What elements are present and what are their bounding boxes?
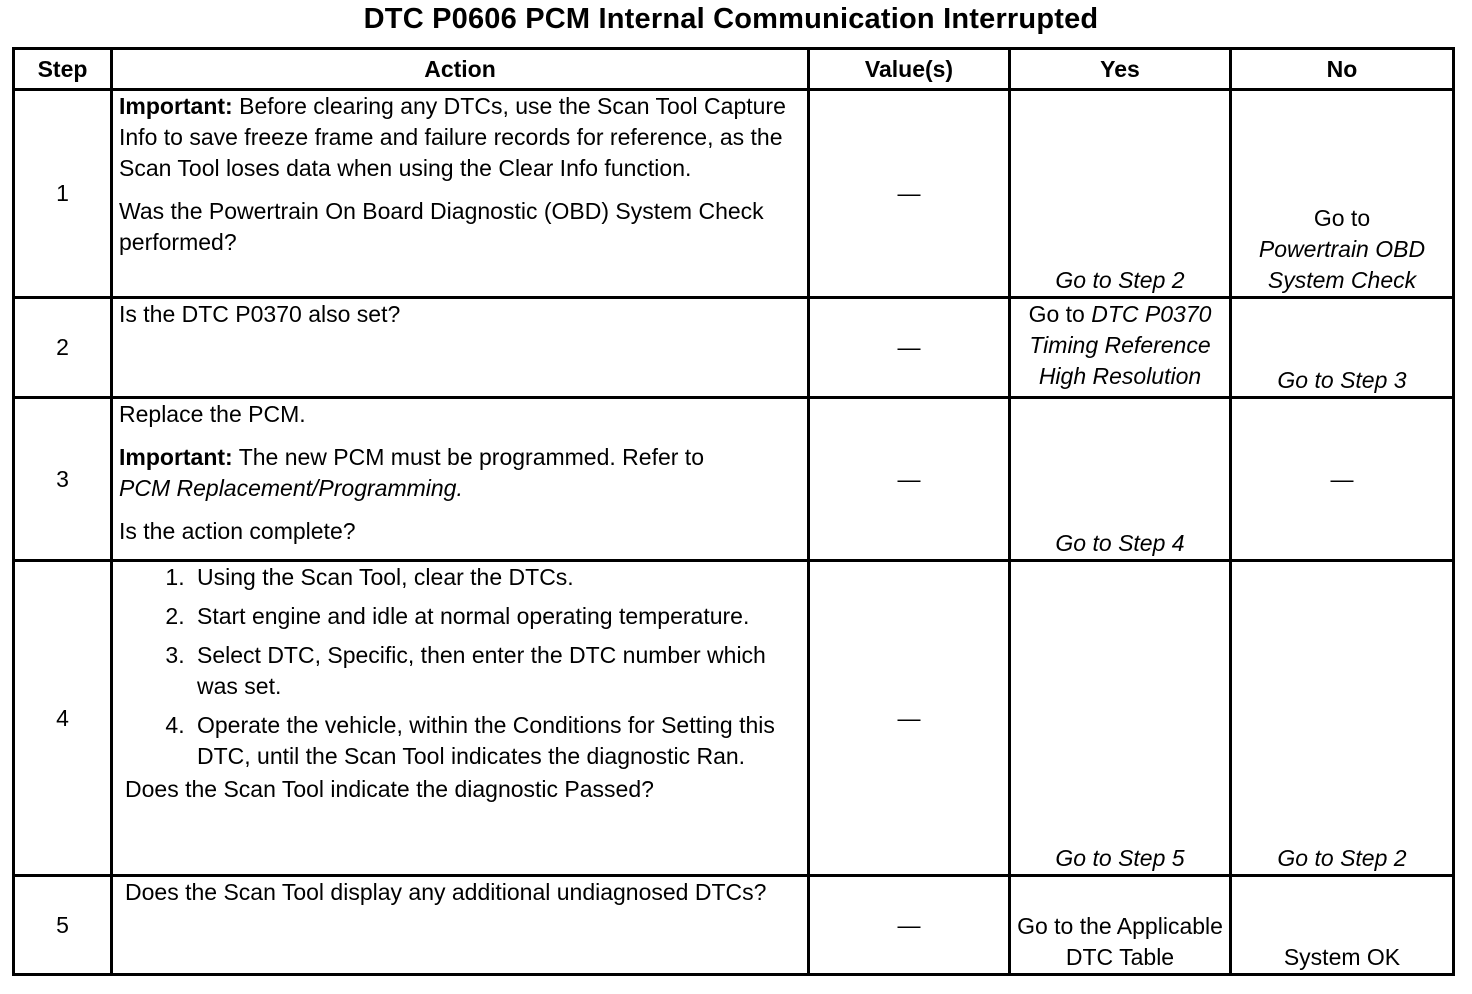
table-row <box>14 398 1454 561</box>
yes-prefix: Go to <box>1028 301 1092 327</box>
no-link[interactable]: Powertrain OBD System Check <box>1258 236 1426 293</box>
table-row <box>14 90 1454 298</box>
header-step: Step <box>14 49 112 90</box>
no-cell: System OK <box>1231 876 1454 975</box>
procedure-list <box>119 562 801 772</box>
value-cell: — <box>809 398 1010 561</box>
yes-link[interactable]: Go to Step 4 <box>1055 530 1185 556</box>
value-cell: — <box>809 876 1010 975</box>
yes-link[interactable]: Go to Step 5 <box>1055 845 1185 871</box>
important-note <box>119 442 801 504</box>
header-action: Action <box>112 49 809 90</box>
action-question: Does the Scan Tool display any additional undiagnosed DTCs? <box>125 879 767 905</box>
yes-cell <box>1010 398 1231 561</box>
action-cell <box>112 298 809 398</box>
header-row <box>14 49 1454 90</box>
step-number: 4 <box>14 561 112 876</box>
yes-cell[interactable]: Go to the Applicable DTC Table <box>1010 876 1231 975</box>
list-item: 4. Operate the vehicle, within the Conditions for Setting this DTC, until the Scan Tool indicates the diagnostic Ran. <box>191 710 801 772</box>
action-question: Does the Scan Tool indicate the diagnostic Passed? <box>125 776 654 802</box>
action-question: Is the action complete? <box>119 518 356 544</box>
diagnostic-table <box>12 47 1455 976</box>
page-title: DTC P0606 PCM Internal Communication Interrupted <box>363 3 1099 35</box>
no-prefix: Go to <box>1313 205 1371 231</box>
value-cell: — <box>809 561 1010 876</box>
no-link[interactable]: Go to Step 3 <box>1277 367 1407 393</box>
action-question: Is the DTC P0370 also set? <box>119 301 401 327</box>
no-cell <box>1231 90 1454 298</box>
step-number: 3 <box>14 398 112 561</box>
yes-cell <box>1010 298 1231 398</box>
header-values: Value(s) <box>809 49 1010 90</box>
action-cell <box>112 398 809 561</box>
important-label: Important: <box>119 444 233 470</box>
value-cell: — <box>809 298 1010 398</box>
yes-link[interactable]: Go to Step 2 <box>1055 267 1185 293</box>
yes-link[interactable]: DTC P0370 Timing Reference High Resolution <box>1029 301 1212 389</box>
yes-cell <box>1010 90 1231 298</box>
action-cell <box>112 876 809 975</box>
important-text: The new PCM must be programmed. Refer to <box>232 444 704 470</box>
table-row <box>14 298 1454 398</box>
table-row <box>14 561 1454 876</box>
important-text: Before clearing any DTCs, use the Scan Tool Capture Info to save freeze frame and failure records for reference, as the Scan Tool loses data when using the Clear Info function. <box>119 93 786 181</box>
list-item: 3. Select DTC, Specific, then enter the DTC number which was set. <box>191 640 801 702</box>
no-cell: — <box>1231 398 1454 561</box>
step-number: 2 <box>14 298 112 398</box>
no-cell <box>1231 298 1454 398</box>
no-link[interactable]: Go to Step 2 <box>1277 845 1407 871</box>
important-label: Important: <box>119 93 233 119</box>
important-link[interactable]: PCM Replacement/Programming. <box>119 475 463 501</box>
action-cell <box>112 561 809 876</box>
list-item: 2. Start engine and idle at normal operating temperature. <box>191 601 801 632</box>
header-yes: Yes <box>1010 49 1231 90</box>
action-question: Was the Powertrain On Board Diagnostic (OBD) System Check performed? <box>119 198 764 255</box>
step-number: 5 <box>14 876 112 975</box>
header-no: No <box>1231 49 1454 90</box>
table-row <box>14 876 1454 975</box>
step-number: 1 <box>14 90 112 298</box>
no-cell <box>1231 561 1454 876</box>
yes-cell <box>1010 561 1231 876</box>
important-note <box>119 91 801 184</box>
action-cell <box>112 90 809 298</box>
list-item: 1. Using the Scan Tool, clear the DTCs. <box>191 562 801 593</box>
action-instruction: Replace the PCM. <box>119 401 306 427</box>
value-cell: — <box>809 90 1010 298</box>
